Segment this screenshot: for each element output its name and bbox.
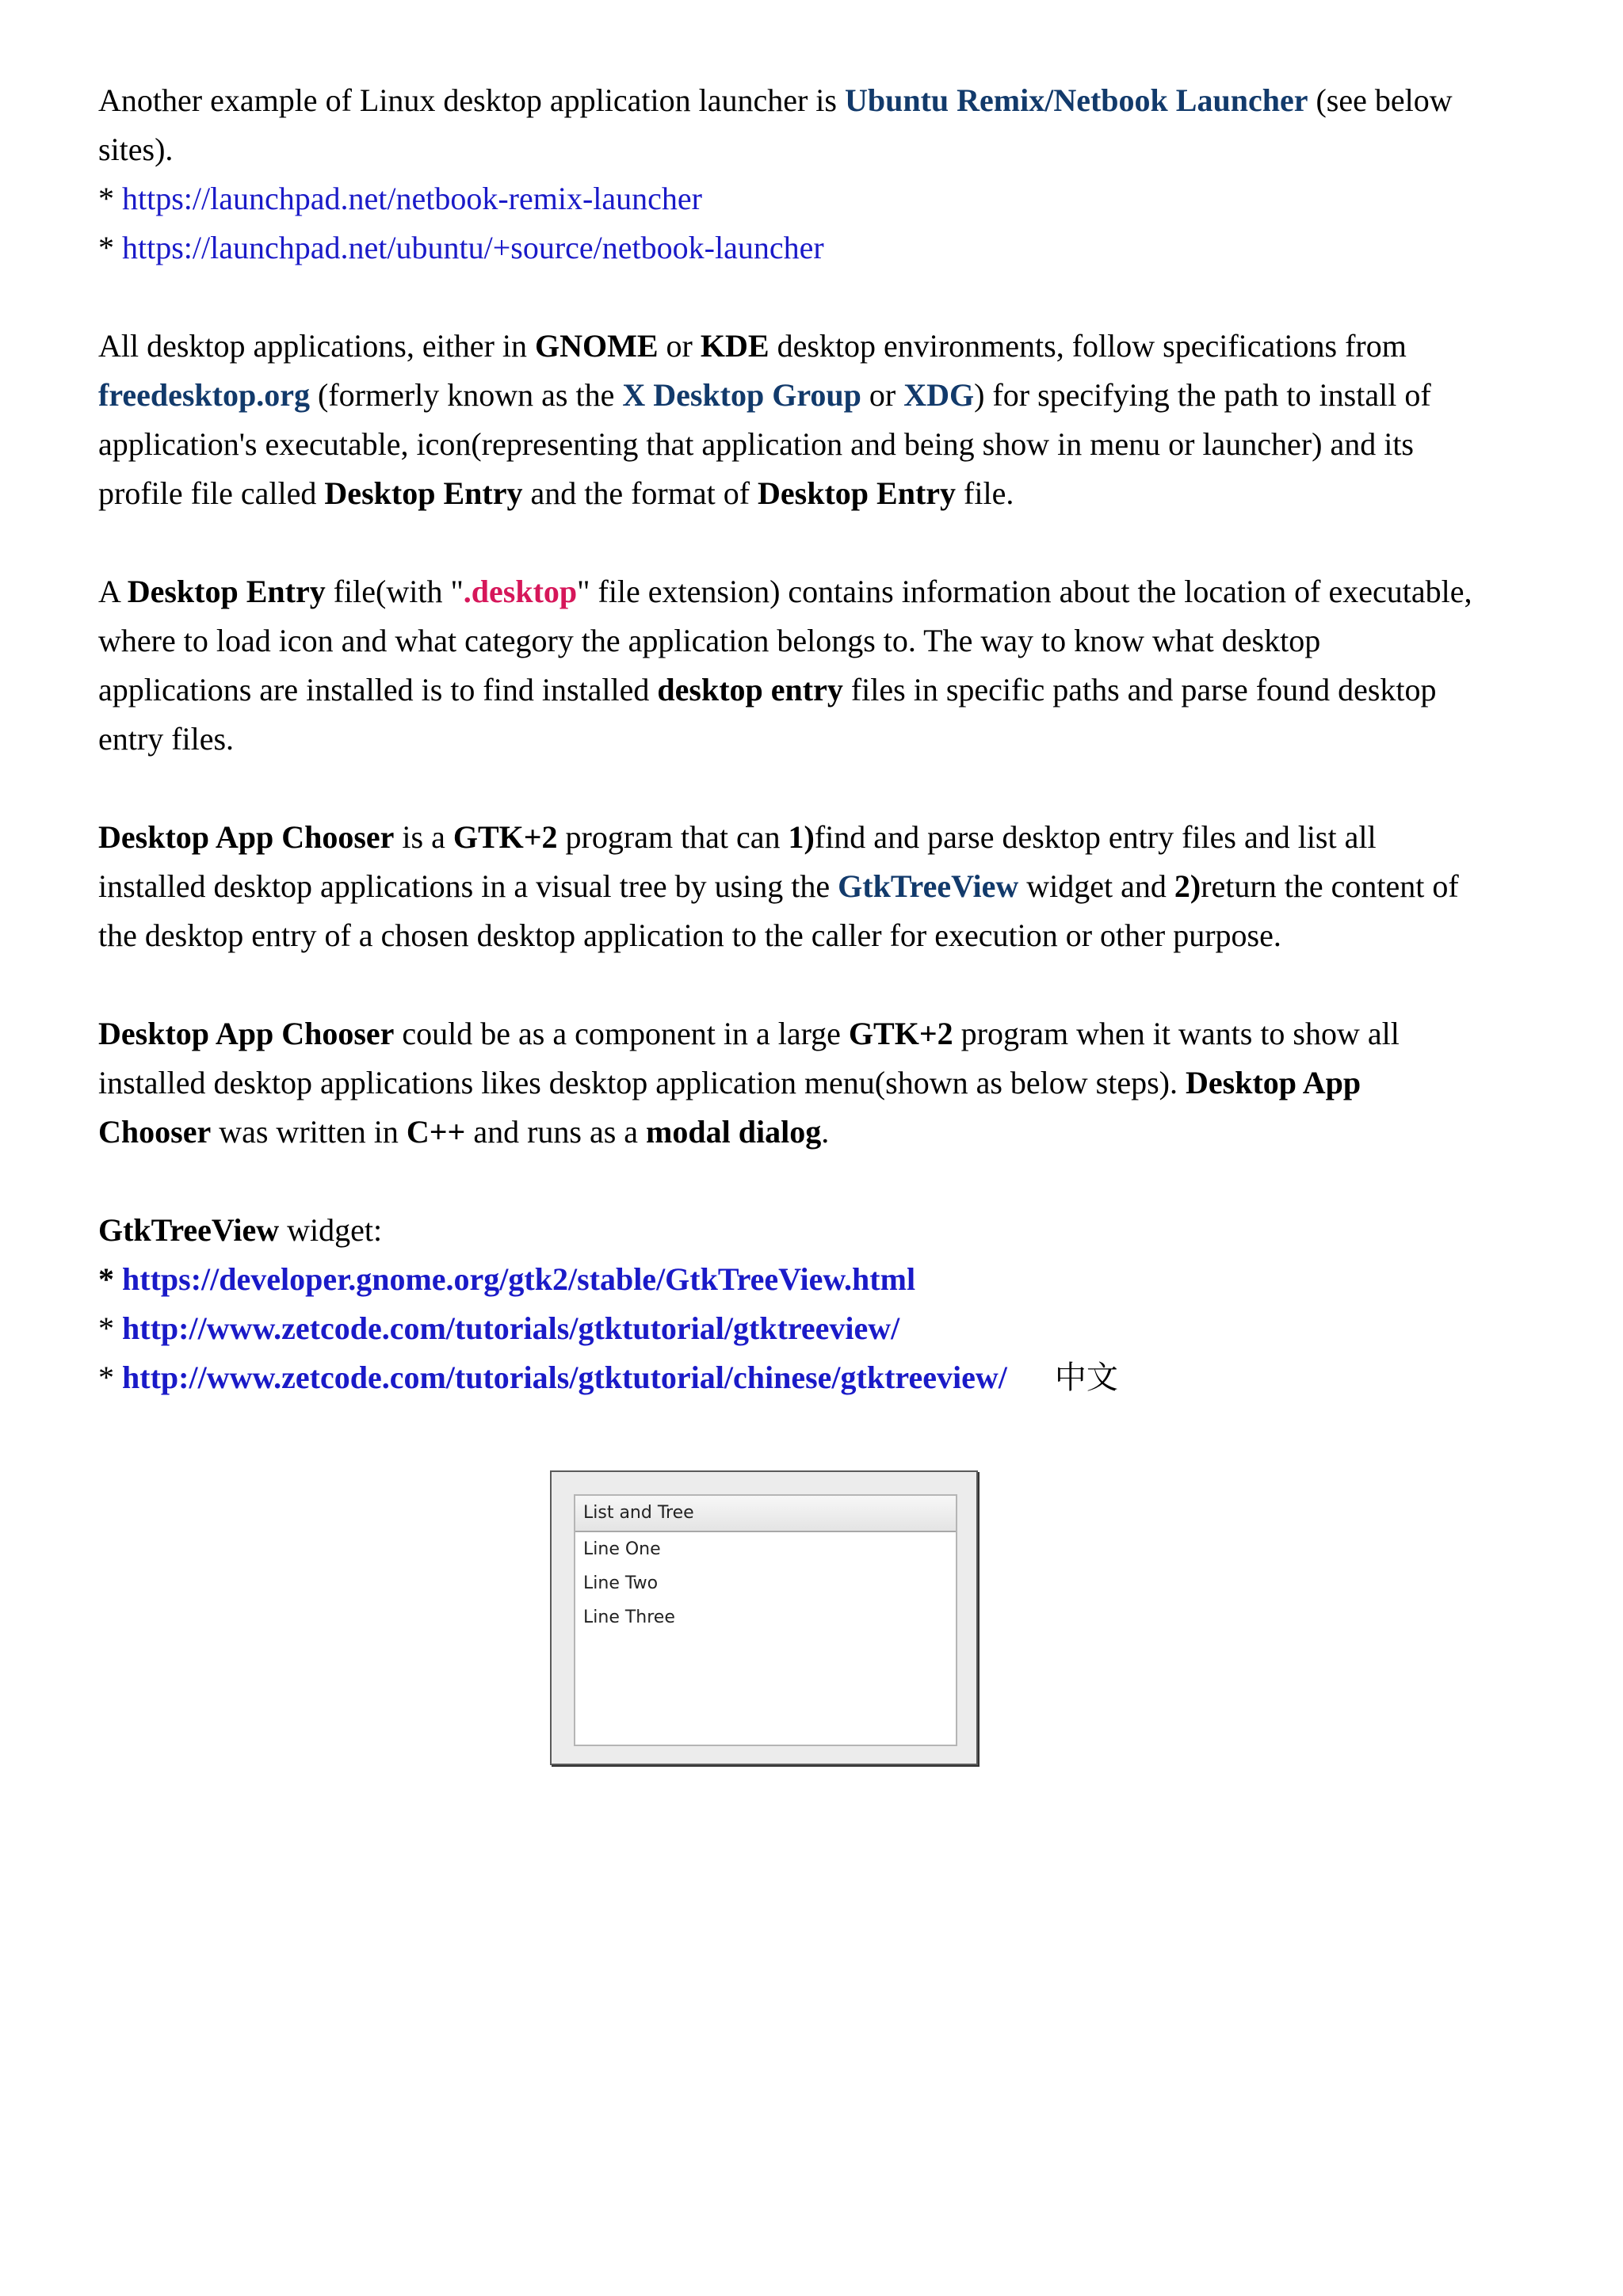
text-line: Desktop App Chooser is a GTK+2 program that can 1)find and parse desktop entry files and list all bbox=[98, 819, 1377, 855]
chinese-label: 中文 bbox=[1054, 1360, 1118, 1396]
term-chooser: Chooser bbox=[98, 1114, 212, 1150]
link-x-desktop-group[interactable]: X Desktop Group bbox=[622, 377, 861, 413]
term-cpp: C++ bbox=[406, 1114, 466, 1150]
term-gtk2: GTK+2 bbox=[453, 819, 558, 855]
tree-row[interactable]: Line One bbox=[583, 1539, 661, 1559]
text-line: installed desktop applications in a visual tree by using the GtkTreeView widget and 2)return the content of bbox=[98, 868, 1459, 904]
link-ubuntu-remix[interactable]: Ubuntu Remix/Netbook Launcher bbox=[844, 82, 1308, 118]
term-desktop-extension: .desktop bbox=[463, 574, 578, 609]
text-line: profile file called Desktop Entry and the format of Desktop Entry file. bbox=[98, 475, 1014, 511]
term-gtktreeview: GtkTreeView bbox=[98, 1212, 280, 1248]
link-xdg[interactable]: XDG bbox=[903, 377, 975, 413]
text-line: A Desktop Entry file(with ".desktop" file extension) contains information about the location of executable, bbox=[98, 574, 1472, 609]
paragraph-desktop-entry bbox=[98, 567, 1525, 764]
paragraph-freedesktop bbox=[98, 322, 1525, 518]
text-line: applications are installed is to find installed desktop entry files in specific paths and parse found desktop bbox=[98, 672, 1437, 707]
text-line: GtkTreeView widget: bbox=[98, 1212, 383, 1248]
term-desktop-entry: Desktop Entry bbox=[324, 475, 523, 511]
term-kde: KDE bbox=[700, 328, 769, 364]
document-body bbox=[98, 76, 1525, 1402]
paragraph-app-chooser-intro bbox=[98, 813, 1525, 960]
text-line: * http://www.zetcode.com/tutorials/gtktutorial/chinese/gtktreeview/ 中文 bbox=[98, 1360, 1118, 1396]
term-gnome: GNOME bbox=[535, 328, 659, 364]
text-line: * https://launchpad.net/netbook-remix-launcher bbox=[98, 181, 702, 216]
term-modal-dialog: modal dialog bbox=[646, 1114, 822, 1150]
gtktreeview-example-window bbox=[550, 1470, 978, 1765]
paragraph-launcher bbox=[98, 76, 1525, 273]
text-line: entry files. bbox=[98, 721, 235, 757]
link-gtktreeview[interactable]: GtkTreeView bbox=[838, 868, 1019, 904]
tree-column-header[interactable]: List and Tree bbox=[575, 1496, 956, 1532]
term-desktop-entry: Desktop Entry bbox=[758, 475, 957, 511]
link-freedesktop[interactable]: freedesktop.org bbox=[98, 377, 310, 413]
text-line: Desktop App Chooser could be as a component in a large GTK+2 program when it wants to show all bbox=[98, 1016, 1400, 1051]
term-desktop-entry-lower: desktop entry bbox=[657, 672, 843, 707]
text-line: Chooser was written in C++ and runs as a modal dialog. bbox=[98, 1114, 830, 1150]
text-line: application's executable, icon(representing that application and being show in menu or launcher) and its bbox=[98, 426, 1414, 462]
text-line: installed desktop applications likes desktop application menu(shown as below steps). Desktop App bbox=[98, 1065, 1361, 1100]
link-zetcode-chinese-gtktreeview[interactable]: http://www.zetcode.com/tutorials/gtktutorial/chinese/gtktreeview/ bbox=[122, 1360, 1007, 1395]
text-line: * http://www.zetcode.com/tutorials/gtktutorial/gtktreeview/ bbox=[98, 1310, 900, 1346]
link-zetcode-gtktreeview[interactable]: http://www.zetcode.com/tutorials/gtktutorial/gtktreeview/ bbox=[122, 1310, 900, 1346]
paragraph-app-chooser-component bbox=[98, 1009, 1525, 1157]
term-desktop-app-chooser: Desktop App Chooser bbox=[98, 819, 395, 855]
term-desktop-entry: Desktop Entry bbox=[127, 574, 326, 609]
text-line: freedesktop.org (formerly known as the X Desktop Group or XDG) for specifying the path to install of bbox=[98, 377, 1431, 413]
tree-view[interactable] bbox=[574, 1494, 957, 1746]
tree-row[interactable]: Line Two bbox=[583, 1573, 659, 1593]
paragraph-gtktreeview-links bbox=[98, 1206, 1525, 1402]
term-desktop-app-chooser: Desktop App Chooser bbox=[98, 1016, 395, 1051]
tree-row[interactable]: Line Three bbox=[583, 1608, 675, 1627]
link-netbook-remix-launcher[interactable]: https://launchpad.net/netbook-remix-launcher bbox=[122, 181, 702, 216]
text-line: sites). bbox=[98, 132, 174, 167]
link-netbook-launcher-source[interactable]: https://launchpad.net/ubuntu/+source/netbook-launcher bbox=[122, 230, 824, 265]
link-gnome-gtktreeview-docs[interactable]: https://developer.gnome.org/gtk2/stable/GtkTreeView.html bbox=[122, 1261, 916, 1297]
term-desktop-app: Desktop App bbox=[1185, 1065, 1361, 1100]
text-line: * https://developer.gnome.org/gtk2/stable/GtkTreeView.html bbox=[98, 1261, 916, 1297]
text-line: * https://launchpad.net/ubuntu/+source/netbook-launcher bbox=[98, 230, 824, 265]
term-gtk2: GTK+2 bbox=[848, 1016, 953, 1051]
text-line: where to load icon and what category the application belongs to. The way to know what desktop bbox=[98, 623, 1321, 658]
text-line: All desktop applications, either in GNOME or KDE desktop environments, follow specifications from bbox=[98, 328, 1407, 364]
text-line: Another example of Linux desktop application launcher is Ubuntu Remix/Netbook Launcher (see below bbox=[98, 82, 1453, 118]
text-line: the desktop entry of a chosen desktop application to the caller for execution or other purpose. bbox=[98, 917, 1281, 953]
